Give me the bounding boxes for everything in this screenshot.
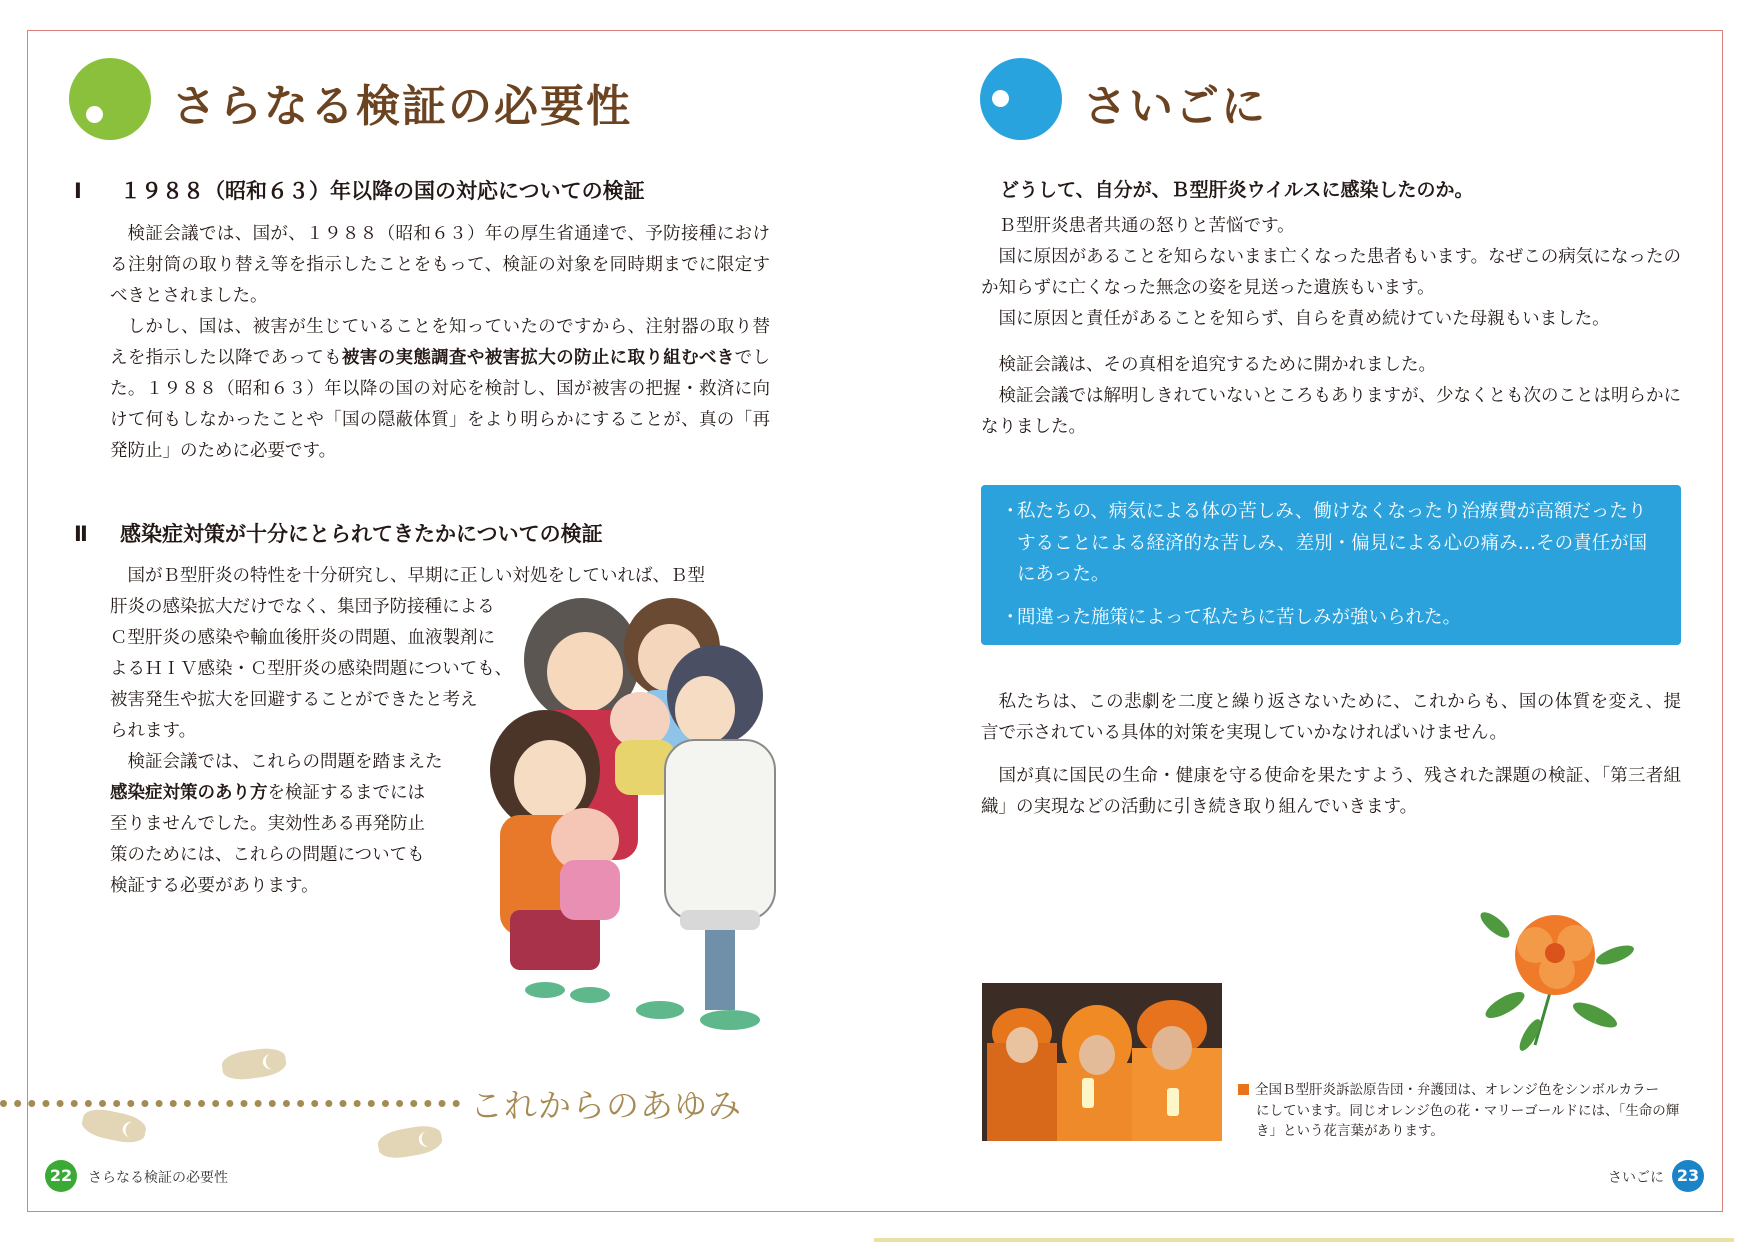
callout-item	[1001, 602, 1661, 634]
orange-square-icon	[1238, 1084, 1249, 1095]
bullet-icon: ・	[1001, 606, 1020, 628]
right-para1-line: 国に原因と責任があることを知らず、自らを責め続けていた母親もいました。	[998, 309, 1610, 329]
right-page-title: さいごに	[1083, 81, 1267, 132]
page-number-right: 23	[1672, 1160, 1704, 1192]
bottom-rule	[874, 1238, 1734, 1242]
footer-series-title: これからのあゆみ	[470, 1086, 742, 1125]
section2-line: 策のためには、これらの問題についても	[110, 845, 425, 865]
section2-heading-text: 感染症対策が十分にとられてきたかについての検証	[120, 522, 603, 546]
right-para4: 国が真に国民の生命・健康を守る使命を果たすよう、残された課題の検証、「第三者組織」の実現などの活動に引き続き取り組んでいきます。	[981, 766, 1681, 817]
green-circle-icon	[69, 58, 151, 140]
section2-heading	[74, 518, 603, 548]
section1-heading-text: １９８８（昭和６３）年以降の国の対応についての検証	[120, 179, 645, 203]
right-heading: どうして、自分が、Ｂ型肝炎ウイルスに感染したのか。	[1000, 179, 1474, 201]
section1-body	[110, 219, 770, 467]
section1-para1: 検証会議では、国が、１９８８（昭和６３）年の厚生省通達で、予防接種における注射筒の取り替え等を指示したことをもって、検証の対象を同時期までに限定すべきとされました。	[110, 224, 770, 306]
vaccination-illustration	[490, 590, 810, 1060]
callout-item-text: 私たちの、病気による体の苦しみ、働けなくなったり治療費が高額だったりすることによる経済的な苦しみ、差別・偏見による心の痛み…その責任が国にあった。	[1017, 501, 1648, 585]
section2-number: Ⅱ	[74, 522, 88, 546]
section1-number: Ⅰ	[74, 179, 82, 203]
right-para1-line: Ｂ型肝炎患者共通の怒りと苦悩です。	[998, 216, 1295, 236]
right-para1	[981, 211, 1681, 335]
right-para2-line: 検証会議では解明しきれていないところもありますが、少なくとも次のことは明らかになりました。	[981, 386, 1681, 437]
orange-raincoat-photo	[982, 983, 1222, 1141]
page-number-left: 22	[45, 1160, 77, 1192]
blue-circle-icon	[980, 58, 1062, 140]
bullet-icon: ・	[1001, 501, 1020, 522]
caption-rest: にしています。同じオレンジ色の花・マリーゴールドには、「生命の輝き」という花言葉があります。	[1256, 1102, 1680, 1139]
section2-line: 検証会議では、これらの問題を踏まえた	[127, 752, 443, 772]
section2-line: 肝炎の感染拡大だけでなく、集団予防接種による	[110, 597, 495, 617]
photo-caption	[1238, 1080, 1683, 1142]
right-para2	[981, 350, 1681, 443]
left-page-title: さらなる検証の必要性	[172, 81, 632, 132]
section2-line: 国がＢ型肝炎の特性を十分研究し、早期に正しい対処をしていれば、Ｂ型	[127, 566, 705, 586]
section2-line: よるＨＩＶ感染・Ｃ型肝炎の感染問題についても、	[110, 659, 513, 679]
right-para3: 私たちは、この悲劇を二度と繰り返さないために、これからも、国の体質を変え、提言で示されている具体的対策を実現していかなければいけません。	[981, 692, 1681, 743]
section2-bold-phrase: 感染症対策のあり方	[110, 783, 268, 803]
section1-heading	[74, 175, 645, 205]
section2-line: 感染症対策のあり方を検証するまでには	[110, 783, 425, 803]
right-para1-line: 国に原因があることを知らないまま亡くなった患者もいます。なぜこの病気になったのか知らずに亡くなった無念の姿を見送った遺族もいます。	[981, 247, 1681, 298]
callout-item	[1001, 496, 1661, 591]
section2-line: られます。	[110, 721, 197, 741]
footsteps-dotted-line	[0, 1100, 460, 1108]
section2-line: 至りませんでした。実効性ある再発防止	[110, 814, 425, 834]
page-label-left: さらなる検証の必要性	[88, 1170, 228, 1186]
section2-line: 検証する必要があります。	[110, 876, 319, 896]
caption-line1: 全国Ｂ型肝炎訴訟原告団・弁護団は、オレンジ色をシンボルカラー	[1255, 1082, 1659, 1098]
section1-para2: しかし、国は、被害が生じていることを知っていたのですから、注射器の取り替えを指示した以降であっても被害の実態調査や被害拡大の防止に取り組むべきでした。１９８８（昭和６３）年以降の国の対応を検討し、国が被害の把握・救済に向けて何もしなかったことや「国の隠蔽体質」をより明らかにすることが、真の「再発防止」のために必要です。	[110, 317, 771, 461]
findings-callout	[981, 485, 1681, 645]
section2-line: Ｃ型肝炎の感染や輸血後肝炎の問題、血液製剤に	[110, 628, 495, 648]
section2-line: 被害発生や拡大を回避することができたと考え	[110, 690, 478, 710]
callout-item-text: 間違った施策によって私たちに苦しみが強いられた。	[1017, 606, 1462, 628]
marigold-illustration	[1465, 895, 1645, 1055]
section1-bold-phrase: 被害の実態調査や被害拡大の防止に取り組むべき	[341, 348, 735, 368]
page-label-right: さいごに	[1608, 1170, 1664, 1186]
right-para2-line: 検証会議は、その真相を追究するために開かれました。	[998, 355, 1436, 375]
